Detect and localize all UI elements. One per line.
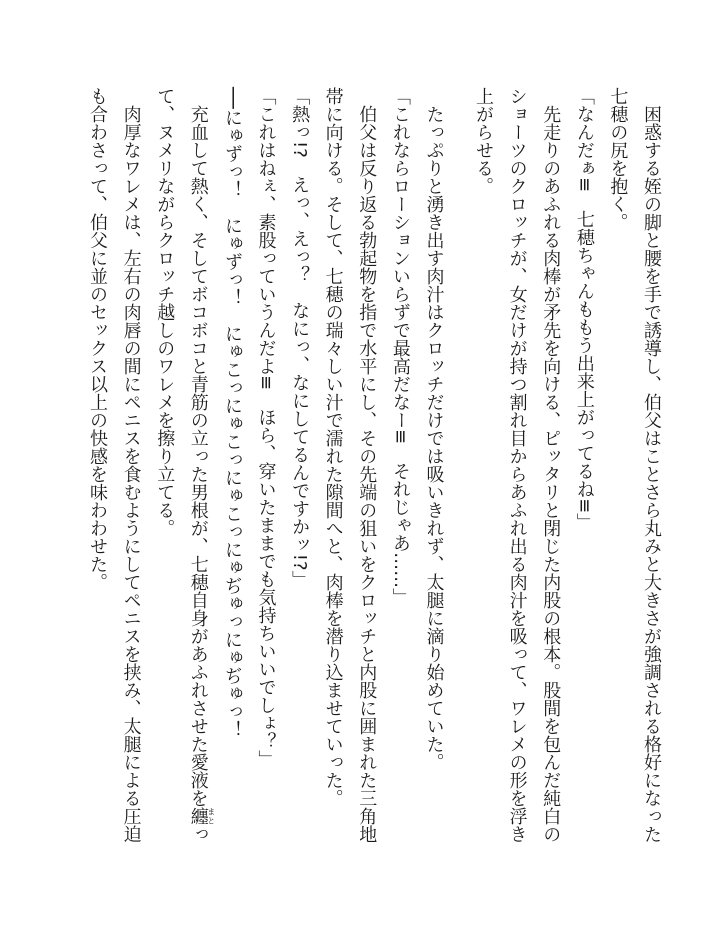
ruby-reading: まと bbox=[206, 807, 216, 825]
dialogue-line: 「これならローションいらずで最高だなー≡ それじゃあ……」 bbox=[389, 87, 411, 607]
paragraph: たっぷりと湧き出す肉汁はクロッチだけでは吸いきれず、太腿に滴り始めていた。 bbox=[423, 105, 445, 771]
paragraph-text: 充血して熱く、そしてボコボコと青筋の立った男根が、七穂自身があふれさせた愛液を bbox=[187, 105, 209, 807]
paragraph: 肉厚なワレメは、左右の肉唇の間にペニスを食むようにしてペニスを挟み、太腿による圧迫も合わさって、伯父に並のセックス以上の快感を味わわせた。 bbox=[87, 87, 142, 843]
dialogue-line: 「なんだぁ≡ 七穂ちゃんももう出来上がってるね≡」 bbox=[573, 87, 595, 532]
novel-page-text bbox=[80, 87, 668, 843]
paragraph: 先走りのあふれる肉棒が矛先を向ける、ピッタリと閉じた内股の根本。股間を包んだ純白のショーツのクロッチが、女だけが持つ割れ目からあふれ出る肉汁を吸って、ワレメの形を浮き上がらせる。 bbox=[473, 87, 562, 843]
paragraph: 伯父は反り返る勃起物を指で水平にし、その先端の狙いをクロッチと内股に囲まれた三角地帯に向ける。そして、七穂の瑞々しい汁で濡れた隙間へと、肉棒を潜り込ませていった。 bbox=[322, 87, 378, 843]
paragraph bbox=[148, 87, 216, 843]
dialogue-line: 「熱っ!? えっ、えっ？ なにっ、なにしてるんですかッ!?」 bbox=[289, 87, 311, 589]
paragraph: 困惑する姪の脚と腰を手で誘導し、伯父はことさら丸みと大きさが強調される格好になった七穂の尻を抱く。 bbox=[607, 87, 662, 843]
ruby-base: 纏 bbox=[187, 807, 209, 825]
paragraph-text: って、ヌメリながらクロッチ越しのワレメを擦り立てる。 bbox=[154, 87, 209, 843]
sound-effect-line: ──にゅずっ！ にゅずっ！ にゅこっにゅこっにゅこっにゅぢゅっにゅぢゅっ！ bbox=[221, 87, 243, 739]
ruby-annotation bbox=[187, 807, 216, 825]
dialogue-line: 「これはねぇ、素股っていうんだよ≡ ほら、穿いたままでも気持ちいいでしょ？」 bbox=[255, 87, 277, 769]
